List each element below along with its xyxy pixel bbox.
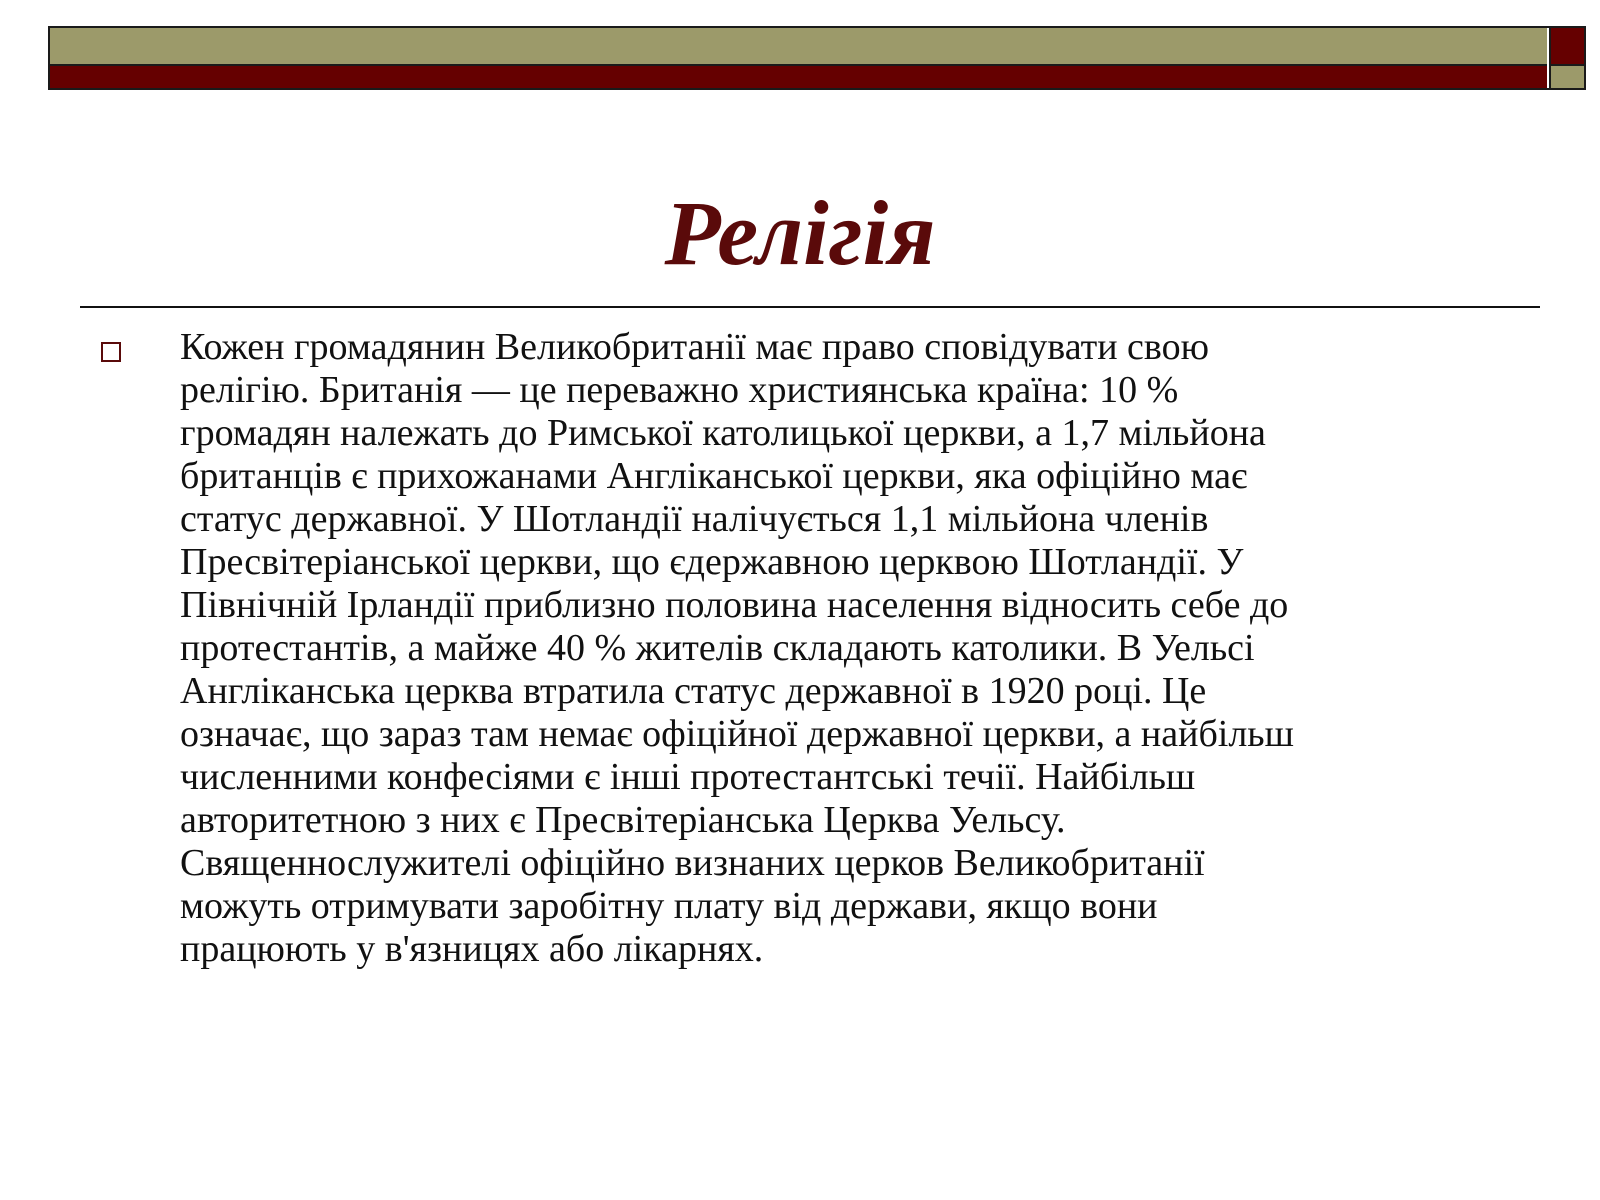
bullet-text [180, 326, 1500, 971]
header-corner-olive-block [1549, 66, 1584, 88]
text-line: можуть отримувати заробітну плату від держави, якщо вони [180, 885, 1158, 927]
text-line: Англіканська церква втратила статус державної в 1920 році. Це [180, 670, 1207, 712]
text-line: протестантів, а майже 40 % жителів складають католики. В Уельсі [180, 627, 1255, 669]
text-line: Священнослужителі офіційно визнаних церков Великобританії [180, 842, 1205, 884]
text-line: численними конфесіями є інші протестантські течії. Найбільш [180, 756, 1196, 798]
text-line: релігію. Британія — це переважно християнська країна: 10 % [180, 369, 1179, 411]
text-line: авторитетною з них є Пресвітеріанська Церква Уельсу. [180, 799, 1066, 841]
slide-title: Релігія [664, 182, 936, 284]
text-line: статус державної. У Шотландії налічується 1,1 мільйона членів [180, 498, 1209, 540]
header-band-olive-stripe [50, 28, 1547, 66]
header-band-maroon-stripe [50, 66, 1547, 88]
header-corner-maroon-block [1549, 28, 1584, 66]
text-line: Кожен громадянин Великобританії має право сповідувати свою [180, 326, 1209, 368]
text-line: Північній Ірландії приблизно половина населення відносить себе до [180, 584, 1289, 626]
title-divider [80, 306, 1540, 308]
text-line: британців є прихожанами Англіканської церкви, яка офіційно має [180, 455, 1248, 497]
header-band [48, 26, 1586, 90]
hollow-square-bullet-icon [101, 342, 121, 362]
text-line: означає, що зараз там немає офіційної державної церкви, а найбільш [180, 713, 1294, 755]
text-line: громадян належать до Римської католицької церкви, а 1,7 мільйона [180, 412, 1266, 454]
text-line: Пресвітеріанської церкви, що єдержавною церквою Шотландії. У [180, 541, 1244, 583]
text-line: працюють у в'язницях або лікарнях. [180, 928, 764, 970]
